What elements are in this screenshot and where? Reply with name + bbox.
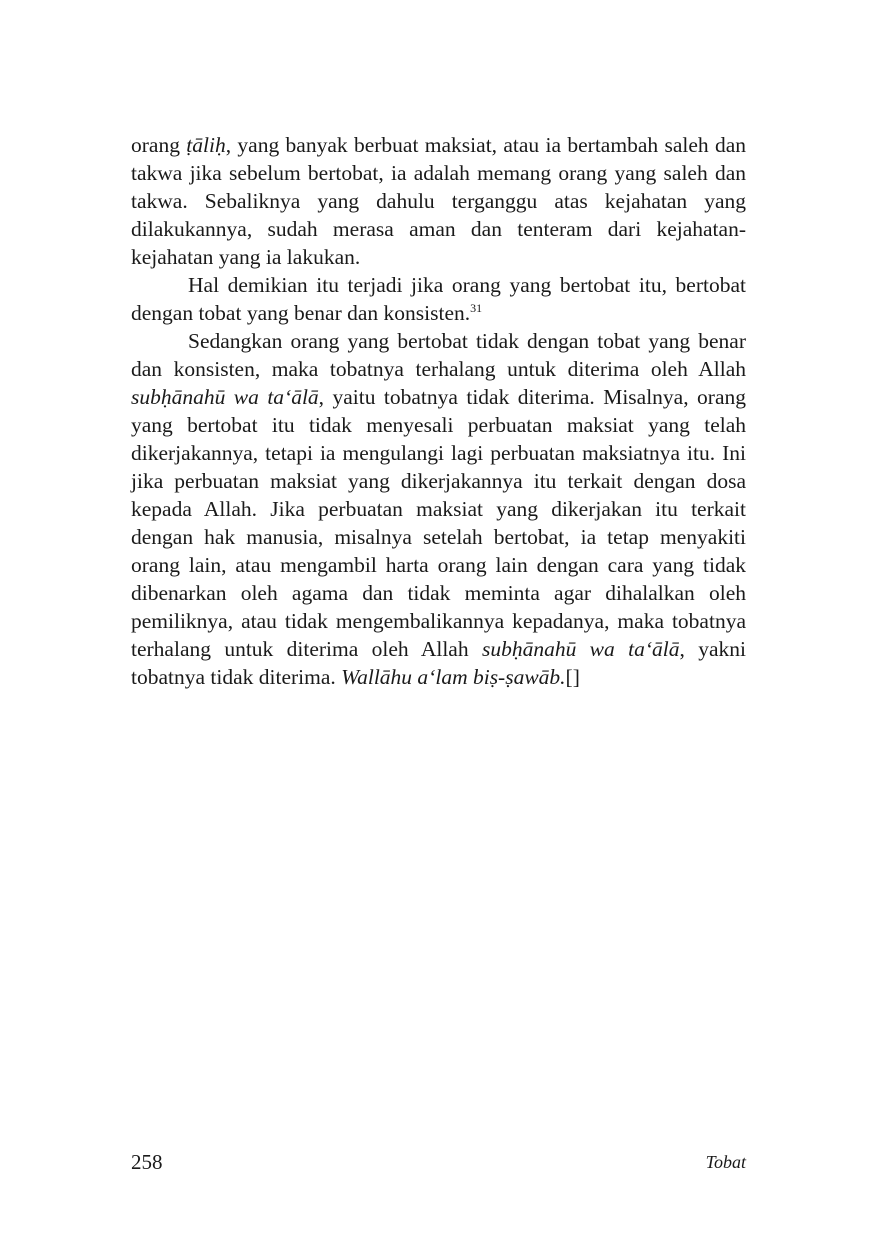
paragraph-1 bbox=[131, 131, 746, 271]
page-number: 258 bbox=[131, 1150, 163, 1174]
text-segment: Hal demikian itu terjadi jika orang yang bertobat itu, bertobat dengan tobat yang benar dan konsisten. bbox=[131, 273, 746, 325]
text-segment: orang bbox=[131, 133, 187, 157]
page-footer bbox=[131, 1150, 746, 1180]
text-segment: , yakni tobatnya tidak diterima. bbox=[131, 637, 746, 689]
italic-term: Wallāhu a‘lam biṣ-ṣawāb. bbox=[341, 665, 566, 689]
closing-mark: [] bbox=[565, 665, 580, 689]
running-title: Tobat bbox=[705, 1152, 746, 1172]
italic-term: subḥānahū wa ta‘ālā bbox=[131, 385, 319, 409]
paragraph-3 bbox=[131, 327, 746, 691]
text-segment: Sedangkan orang yang bertobat tidak dengan tobat yang benar dan konsisten, maka tobatnya terhalang untuk diterima oleh Allah bbox=[131, 329, 746, 381]
body-text bbox=[131, 131, 746, 691]
text-segment: , yaitu tobatnya tidak diterima. Misalnya, orang yang bertobat itu tidak menyesali perbuatan maksiat yang telah dikerjakannya, tetapi ia mengulangi lagi perbuatan maksiatnya itu. Ini jika perbuatan maksiat yang dikerjakannya itu terkait dengan dosa kepada Allah. Jika perbuatan maksiat yang dikerjakan itu terkait dengan hak manusia, misalnya setelah bertobat, ia tetap menyakiti orang lain, atau mengambil harta orang lain dengan cara yang tidak dibenarkan oleh agama dan tidak meminta agar dihalalkan oleh pemiliknya, atau tidak mengembalikannya kepadanya, maka tobatnya terhalang untuk diterima oleh Allah bbox=[131, 385, 746, 661]
italic-term: ṭāliḥ bbox=[186, 133, 226, 157]
text-segment: , yang banyak berbuat maksiat, atau ia bertambah saleh dan takwa jika sebelum bertobat, ia adalah memang orang yang saleh dan takwa. Sebaliknya yang dahulu terganggu atas kejahatan yang dilakukannya, sudah merasa aman dan tenteram dari kejahatan-kejahatan yang ia lakukan. bbox=[131, 133, 747, 269]
footnote-reference[interactable]: 31 bbox=[470, 300, 483, 315]
paragraph-2 bbox=[131, 271, 746, 327]
italic-term: subḥānahū wa ta‘ālā bbox=[481, 637, 680, 661]
